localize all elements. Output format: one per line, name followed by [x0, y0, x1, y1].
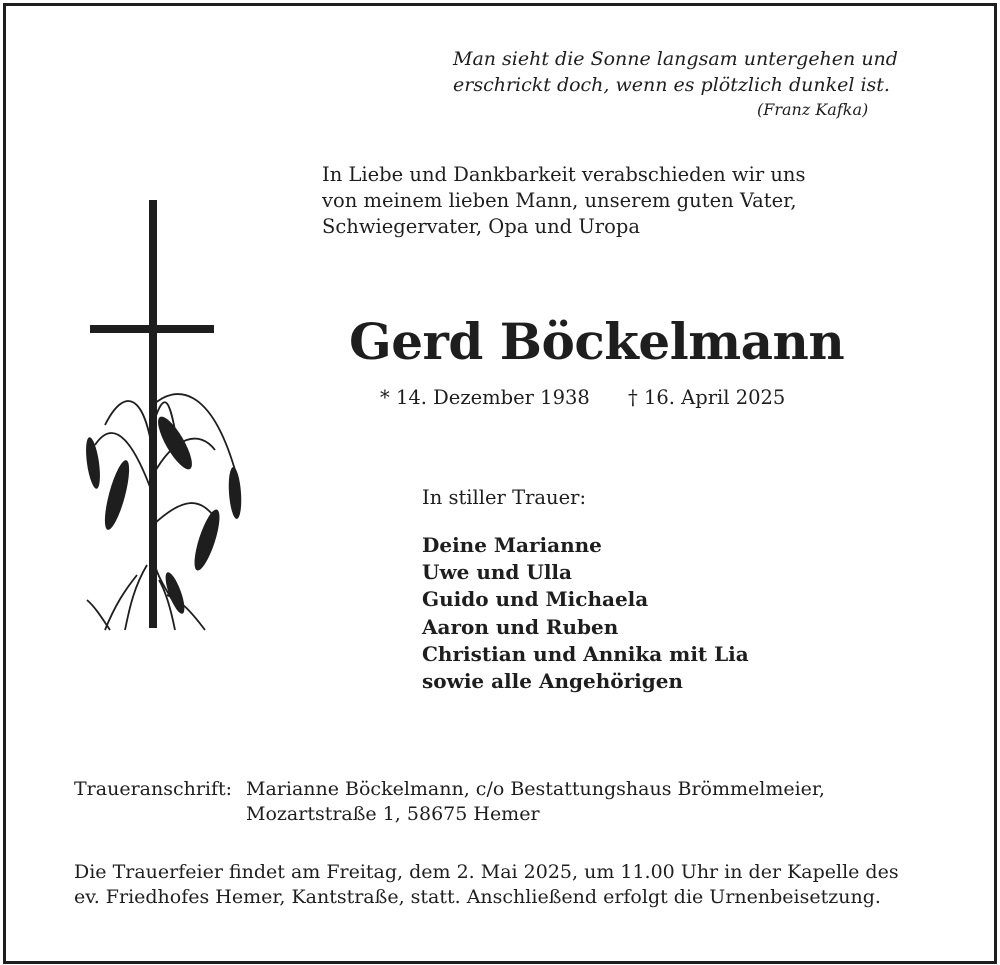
- ceremony-line: ev. Friedhofes Hemer, Kantstraße, statt. Anschließend erfolgt die Urnenbeisetzung.: [74, 886, 881, 908]
- quote-line: Man sieht die Sonne langsam untergehen und: [453, 48, 898, 70]
- family-list: [422, 532, 749, 695]
- intro-line: In Liebe und Dankbarkeit verabschieden wir uns: [322, 163, 806, 186]
- death-date: † 16. April 2025: [628, 386, 786, 409]
- ceremony-notice: [74, 860, 899, 910]
- family-member: Aaron und Ruben: [422, 614, 619, 639]
- ceremony-line: Die Trauerfeier findet am Freitag, dem 2. Mai 2025, um 11.00 Uhr in der Kapelle des: [74, 861, 899, 883]
- mourning-heading: In stiller Trauer:: [422, 486, 587, 509]
- family-member: Deine Marianne: [422, 533, 602, 557]
- deceased-name: Gerd Böckelmann: [349, 312, 845, 371]
- intro-text: [322, 162, 806, 240]
- intro-line: von meinem lieben Mann, unserem guten Vater,: [322, 189, 797, 212]
- quote-author: (Franz Kafka): [757, 100, 869, 119]
- family-member: Uwe und Ulla: [422, 560, 572, 585]
- address-label: Traueranschrift:: [74, 778, 233, 800]
- family-member: Guido und Michaela: [422, 587, 649, 612]
- cross-with-wheat-icon: [75, 195, 255, 635]
- birth-date: * 14. Dezember 1938: [380, 386, 590, 409]
- address-line-1: Marianne Böckelmann, c/o Bestattungshaus Brömmelmeier,: [246, 778, 825, 800]
- quote-line: erschrickt doch, wenn es plötzlich dunkel ist.: [453, 74, 890, 96]
- address-line-2: Mozartstraße 1, 58675 Hemer: [246, 803, 540, 825]
- intro-line: Schwiegervater, Opa und Uropa: [322, 215, 640, 238]
- kafka-quote: [453, 46, 898, 98]
- family-member: Christian und Annika mit Lia: [422, 641, 749, 666]
- family-member: sowie alle Angehörigen: [422, 669, 683, 694]
